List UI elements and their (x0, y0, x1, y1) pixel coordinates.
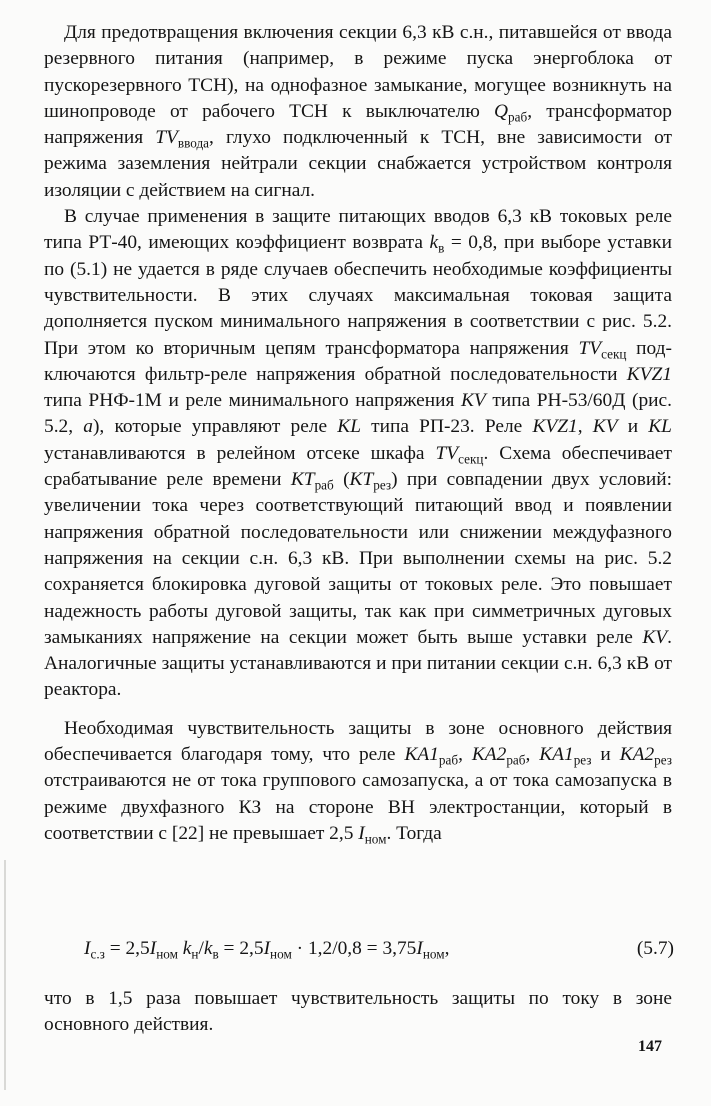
symbol-i (263, 938, 292, 962)
subscript: с.з (90, 946, 105, 962)
symbol-text: I (358, 822, 365, 844)
symbol-k (429, 232, 445, 256)
subscript: ном (270, 946, 292, 962)
text-run: ), которые управляют реле (92, 416, 338, 438)
symbol-ka1 (539, 744, 592, 768)
symbol-text: I (84, 938, 91, 959)
symbol-ka2 (619, 744, 672, 768)
symbol-kt (290, 469, 334, 493)
symbol-q (494, 100, 528, 125)
paragraph-4: что в 1,5 раза повышает чувствительность защиты по току в зоне основного действия. (44, 988, 672, 1036)
text-run: устанавливаются в релейном отсеке шкафа (44, 442, 436, 464)
symbol-kl: KL (337, 416, 361, 438)
symbol-text: I (263, 938, 271, 959)
symbol-kvz1: KVZ1 (532, 416, 578, 438)
symbol-text: Q (494, 100, 509, 122)
text-run: / (198, 938, 204, 959)
text-run: . Аналогичные защиты устанавливаются и при питании секции с.н. 6,3 кВ от реактора. (44, 626, 672, 701)
symbol-text: KT (349, 469, 374, 491)
subscript: ввода (177, 135, 210, 151)
left-edge-shadow (4, 860, 6, 1090)
symbol-i (149, 938, 178, 962)
text-run: типа РН-53/60Д (рис. 5.2, (44, 390, 672, 438)
subscript: ном (422, 946, 445, 962)
text-run: · 1,2/0,8 = 3,75 (291, 938, 417, 959)
text-run: = 2,5 (104, 938, 150, 959)
symbol-text: TV (435, 442, 459, 464)
subscript: секц (458, 451, 484, 467)
subscript: ном (156, 946, 178, 962)
text-run: , (577, 416, 593, 438)
subscript: в (438, 240, 445, 256)
subscript: н (191, 946, 199, 962)
equation-5-7 (44, 934, 674, 964)
text-run: подключаются фильтр-реле напряжения обратной последовательности (44, 337, 672, 385)
text-run: , (458, 744, 472, 766)
text-run: и (591, 744, 620, 766)
page-number: 147 (638, 1038, 662, 1055)
text-run: = 2,5 (218, 938, 264, 959)
subscript: раб (506, 752, 526, 768)
symbol-k (203, 938, 219, 962)
text-run: отстраиваются не от тока группового самозапуска, а от тока самозапуска в режиме двухфазного КЗ на стороне ВН электростанции, который в соответствии с [22] не превышает 2,5 (44, 770, 672, 844)
text-run: В случае применения в защите питающих вводов 6,3 кВ токовых реле типа РТ-40, имеющих коэффициент возврата (44, 206, 672, 254)
figure-letter: а (83, 416, 93, 438)
symbol-text: KA1 (404, 744, 439, 766)
symbol-k (182, 938, 199, 962)
text-run: ( (333, 469, 350, 491)
symbol-kv: KV (642, 626, 668, 648)
symbol-ka1 (404, 744, 459, 768)
symbol-kvz1: KVZ1 (626, 363, 672, 385)
paragraph-1 (44, 20, 672, 204)
subscript: раб (314, 477, 334, 493)
symbol-i (358, 822, 387, 847)
subscript: рез (573, 752, 592, 768)
text-run: , (444, 938, 450, 959)
symbol-kv: KV (592, 416, 618, 438)
symbol-text: KA2 (619, 744, 655, 766)
symbol-text: TV (578, 337, 602, 359)
symbol-text: KT (290, 469, 315, 491)
symbol-text: k (203, 938, 213, 959)
subscript: рез (373, 477, 392, 493)
subscript: ном (364, 831, 387, 847)
text-run: . Схема обеспечивает срабатывание реле времени (44, 442, 673, 491)
symbol-text: I (416, 938, 423, 959)
symbol-text: k (429, 232, 439, 254)
symbol-i (84, 938, 105, 962)
subscript: секц (601, 346, 627, 362)
paragraph-3 (44, 716, 672, 847)
text-run: типа РП-23. Реле (360, 416, 533, 438)
paragraph-2 (44, 204, 672, 704)
symbol-tv (155, 127, 210, 151)
text-run: Необходимая чувствительность защиты в зоне основного действия обеспечивается благодаря тому, что реле (44, 717, 672, 766)
symbol-text: KA2 (471, 744, 507, 766)
symbol-tv (435, 442, 484, 467)
symbol-i (416, 938, 445, 962)
body-text (44, 20, 672, 847)
closing-text (44, 986, 672, 1039)
symbol-text: k (182, 938, 192, 959)
equation-number: (5.7) (636, 938, 674, 959)
symbol-kl: KL (648, 416, 672, 438)
symbol-ka2 (471, 744, 526, 768)
text-run: и (617, 416, 649, 438)
text-run: = 0,8, при выборе уставки по (5.1) не удается в ряде случаев обеспечить необходимые коэффициенты чувствительности. В этих случаях максимальная токовая защита дополняется пуском минимального напряжения в соответствии с рис. 5.2. При этом ко вторичным цепям трансформатора напряжения (44, 232, 672, 359)
symbol-kv: KV (461, 390, 486, 412)
text-run: , глухо подключенный к ТСН, вне зависимости от режима заземления нейтрали секции снабжается устройством контроля изоляции с действием на сигнал. (44, 127, 672, 201)
text-run: , трансформатор напряжения (44, 100, 672, 149)
text-run: ) при совпадении двух условий: увеличении тока через соответствующий питающий ввод и появлении напряжения обратной последовательности или снижении междуфазного напряжения на секции с.н. 6,3 кВ. При выполнении схемы на рис. 5.2 сохраняется блокировка дуговой защиты от токовых реле. Это повышает надежность работы дуговой защиты, так как при симметричных дуговых замыканиях напряжение на секции может быть выше уставки реле (44, 469, 672, 648)
text-run: . Тогда (386, 822, 442, 844)
symbol-text: I (149, 938, 157, 959)
subscript: раб (508, 109, 528, 125)
symbol-text: KA1 (539, 744, 574, 766)
subscript: раб (438, 752, 459, 768)
text-run: , (525, 744, 540, 766)
subscript: в (212, 946, 219, 962)
symbol-text: TV (155, 127, 178, 149)
equation-expression (84, 934, 449, 964)
symbol-tv (578, 337, 627, 362)
text-run: Для предотвращения включения секции 6,3 кВ с.н., питавшейся от ввода резервного питания (например, в режиме пуска энергоблока от пускорезервного ТСН), на однофазное замыкание, могущее возникнуть на шинопроводе от рабочего ТСН к выключателю (44, 22, 672, 122)
symbol-kt (349, 469, 392, 493)
subscript: рез (654, 752, 672, 768)
text-run: типа РНФ-1М и реле минимального напряжения (44, 390, 461, 412)
